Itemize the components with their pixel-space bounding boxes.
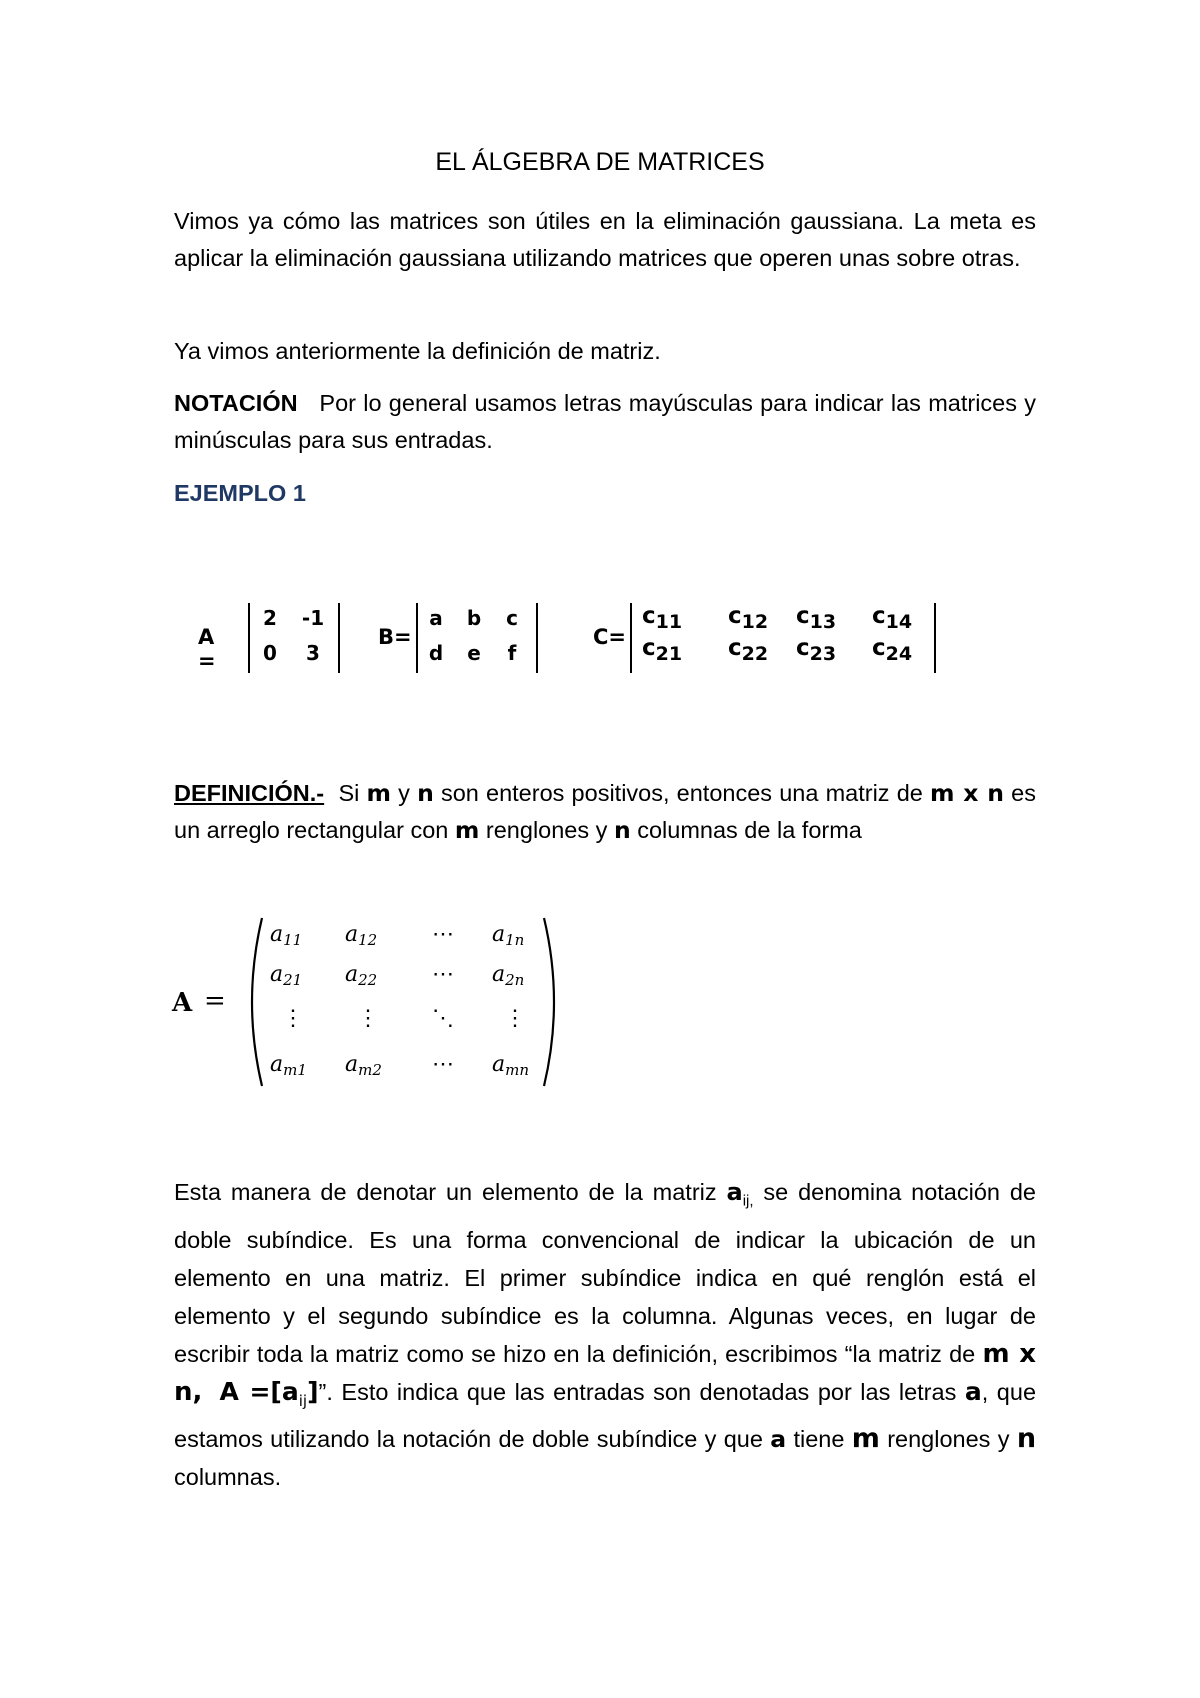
notation-text: Por lo general usamos letras mayúsculas para indicar las matrices y minúsculas para sus entradas. xyxy=(174,390,1036,453)
matrix-b-cell: d xyxy=(428,641,444,665)
general-matrix-entry: $a_{21}$ xyxy=(270,962,303,989)
general-matrix-equals: = xyxy=(204,986,226,1016)
matrix-ellipsis: ⋯ xyxy=(432,922,454,947)
matrix-c-cell: $c_{13}$ xyxy=(796,603,837,633)
matrix-ellipsis: ⋮ xyxy=(282,1006,304,1031)
matrix-b-label: B= xyxy=(378,625,412,649)
final-paragraph: Esta manera de denotar un elemento de la matriz $a_{ij,}$ se denomina notación de doble subíndice. Es una forma convencional de indicar la ubicación de un elemento en una matriz. El primer subíndice indica en qué renglón está el elemento y el segundo subíndice es la columna. Algunas veces, en lugar de escribir toda la matriz como se hizo en la definición, escribimos “la matriz de m x n, $A =[a_{ij}]$”. Esto indica que las entradas son denotadas por las letras a, que estamos utilizando la notación de doble subíndice y que a tiene m renglones y n columnas. xyxy=(174,1178,1037,1490)
matrix-ellipsis: ⋮ xyxy=(504,1006,526,1031)
matrix-b-cell: e xyxy=(467,641,481,665)
general-matrix-entry: $a_{11}$ xyxy=(270,922,303,949)
matrix-ellipsis: ⋯ xyxy=(432,962,454,987)
intro-paragraph-2: Ya vimos anteriormente la definición de matriz. xyxy=(174,338,661,364)
matrix-c-label: C= xyxy=(593,625,627,649)
matrix-a-cell: -1 xyxy=(301,606,325,630)
matrix-c-cell: $c_{12}$ xyxy=(728,603,769,633)
general-matrix-entry: $a_{12}$ xyxy=(345,922,378,949)
matrix-a-cell: 3 xyxy=(306,641,320,665)
matrix-a-cell: 2 xyxy=(263,606,277,630)
matrix-a-label: A = xyxy=(198,625,216,673)
matrix-c-cell: $c_{23}$ xyxy=(796,635,837,665)
general-matrix-entry: $a_{2n}$ xyxy=(492,962,525,989)
matrix-a xyxy=(248,603,340,673)
matrix-ellipsis: ⋯ xyxy=(432,1052,454,1077)
matrix-ellipsis: ⋱ xyxy=(432,1006,454,1031)
general-matrix-label: A xyxy=(172,988,193,1018)
example-heading-label: EJEMPLO 1 xyxy=(174,480,306,506)
matrix-c-cell: $c_{11}$ xyxy=(642,603,683,633)
matrix-b-cell: b xyxy=(466,606,482,630)
example-heading xyxy=(174,475,1036,512)
matrix-c-cell: $c_{14}$ xyxy=(872,603,913,633)
matrix-b xyxy=(416,603,538,673)
matrix-c-cell: $c_{22}$ xyxy=(728,635,769,665)
matrix-a-cell: 0 xyxy=(263,641,277,665)
page-title: EL ÁLGEBRA DE MATRICES xyxy=(435,148,765,176)
matrix-c xyxy=(630,603,936,673)
matrix-ellipsis: ⋮ xyxy=(357,1006,379,1031)
left-paren xyxy=(240,916,266,1088)
general-matrix-entry: $a_{m1}$ xyxy=(270,1052,307,1079)
general-matrix-entry: $a_{mn}$ xyxy=(492,1052,530,1079)
matrix-c-cell: $c_{24}$ xyxy=(872,635,913,665)
notation-paragraph xyxy=(174,385,1036,459)
general-matrix-entry: $a_{22}$ xyxy=(345,962,378,989)
general-matrix-entry: $a_{m2}$ xyxy=(345,1052,382,1079)
intro-paragraph: Vimos ya cómo las matrices son útiles en la eliminación gaussiana. La meta es aplicar la eliminación gaussiana utilizando matrices que operen unas sobre otras. xyxy=(174,208,1036,271)
right-paren xyxy=(540,916,566,1088)
definition-paragraph: DEFINICIÓN.- Si m y n son enteros positivos, entonces una matriz de m x n es un arreglo rectangular con m renglones y n columnas de la forma xyxy=(174,779,1036,844)
general-matrix xyxy=(172,900,572,1100)
matrix-b-cell: f xyxy=(507,641,517,665)
matrix-b-cell: c xyxy=(506,606,518,630)
notation-heading: NOTACIÓN xyxy=(174,390,298,416)
general-matrix-entry: $a_{1n}$ xyxy=(492,922,525,949)
matrix-c-cell: $c_{21}$ xyxy=(642,635,683,665)
matrix-b-cell: a xyxy=(429,606,443,630)
definition-heading: DEFINICIÓN.- xyxy=(174,780,325,806)
